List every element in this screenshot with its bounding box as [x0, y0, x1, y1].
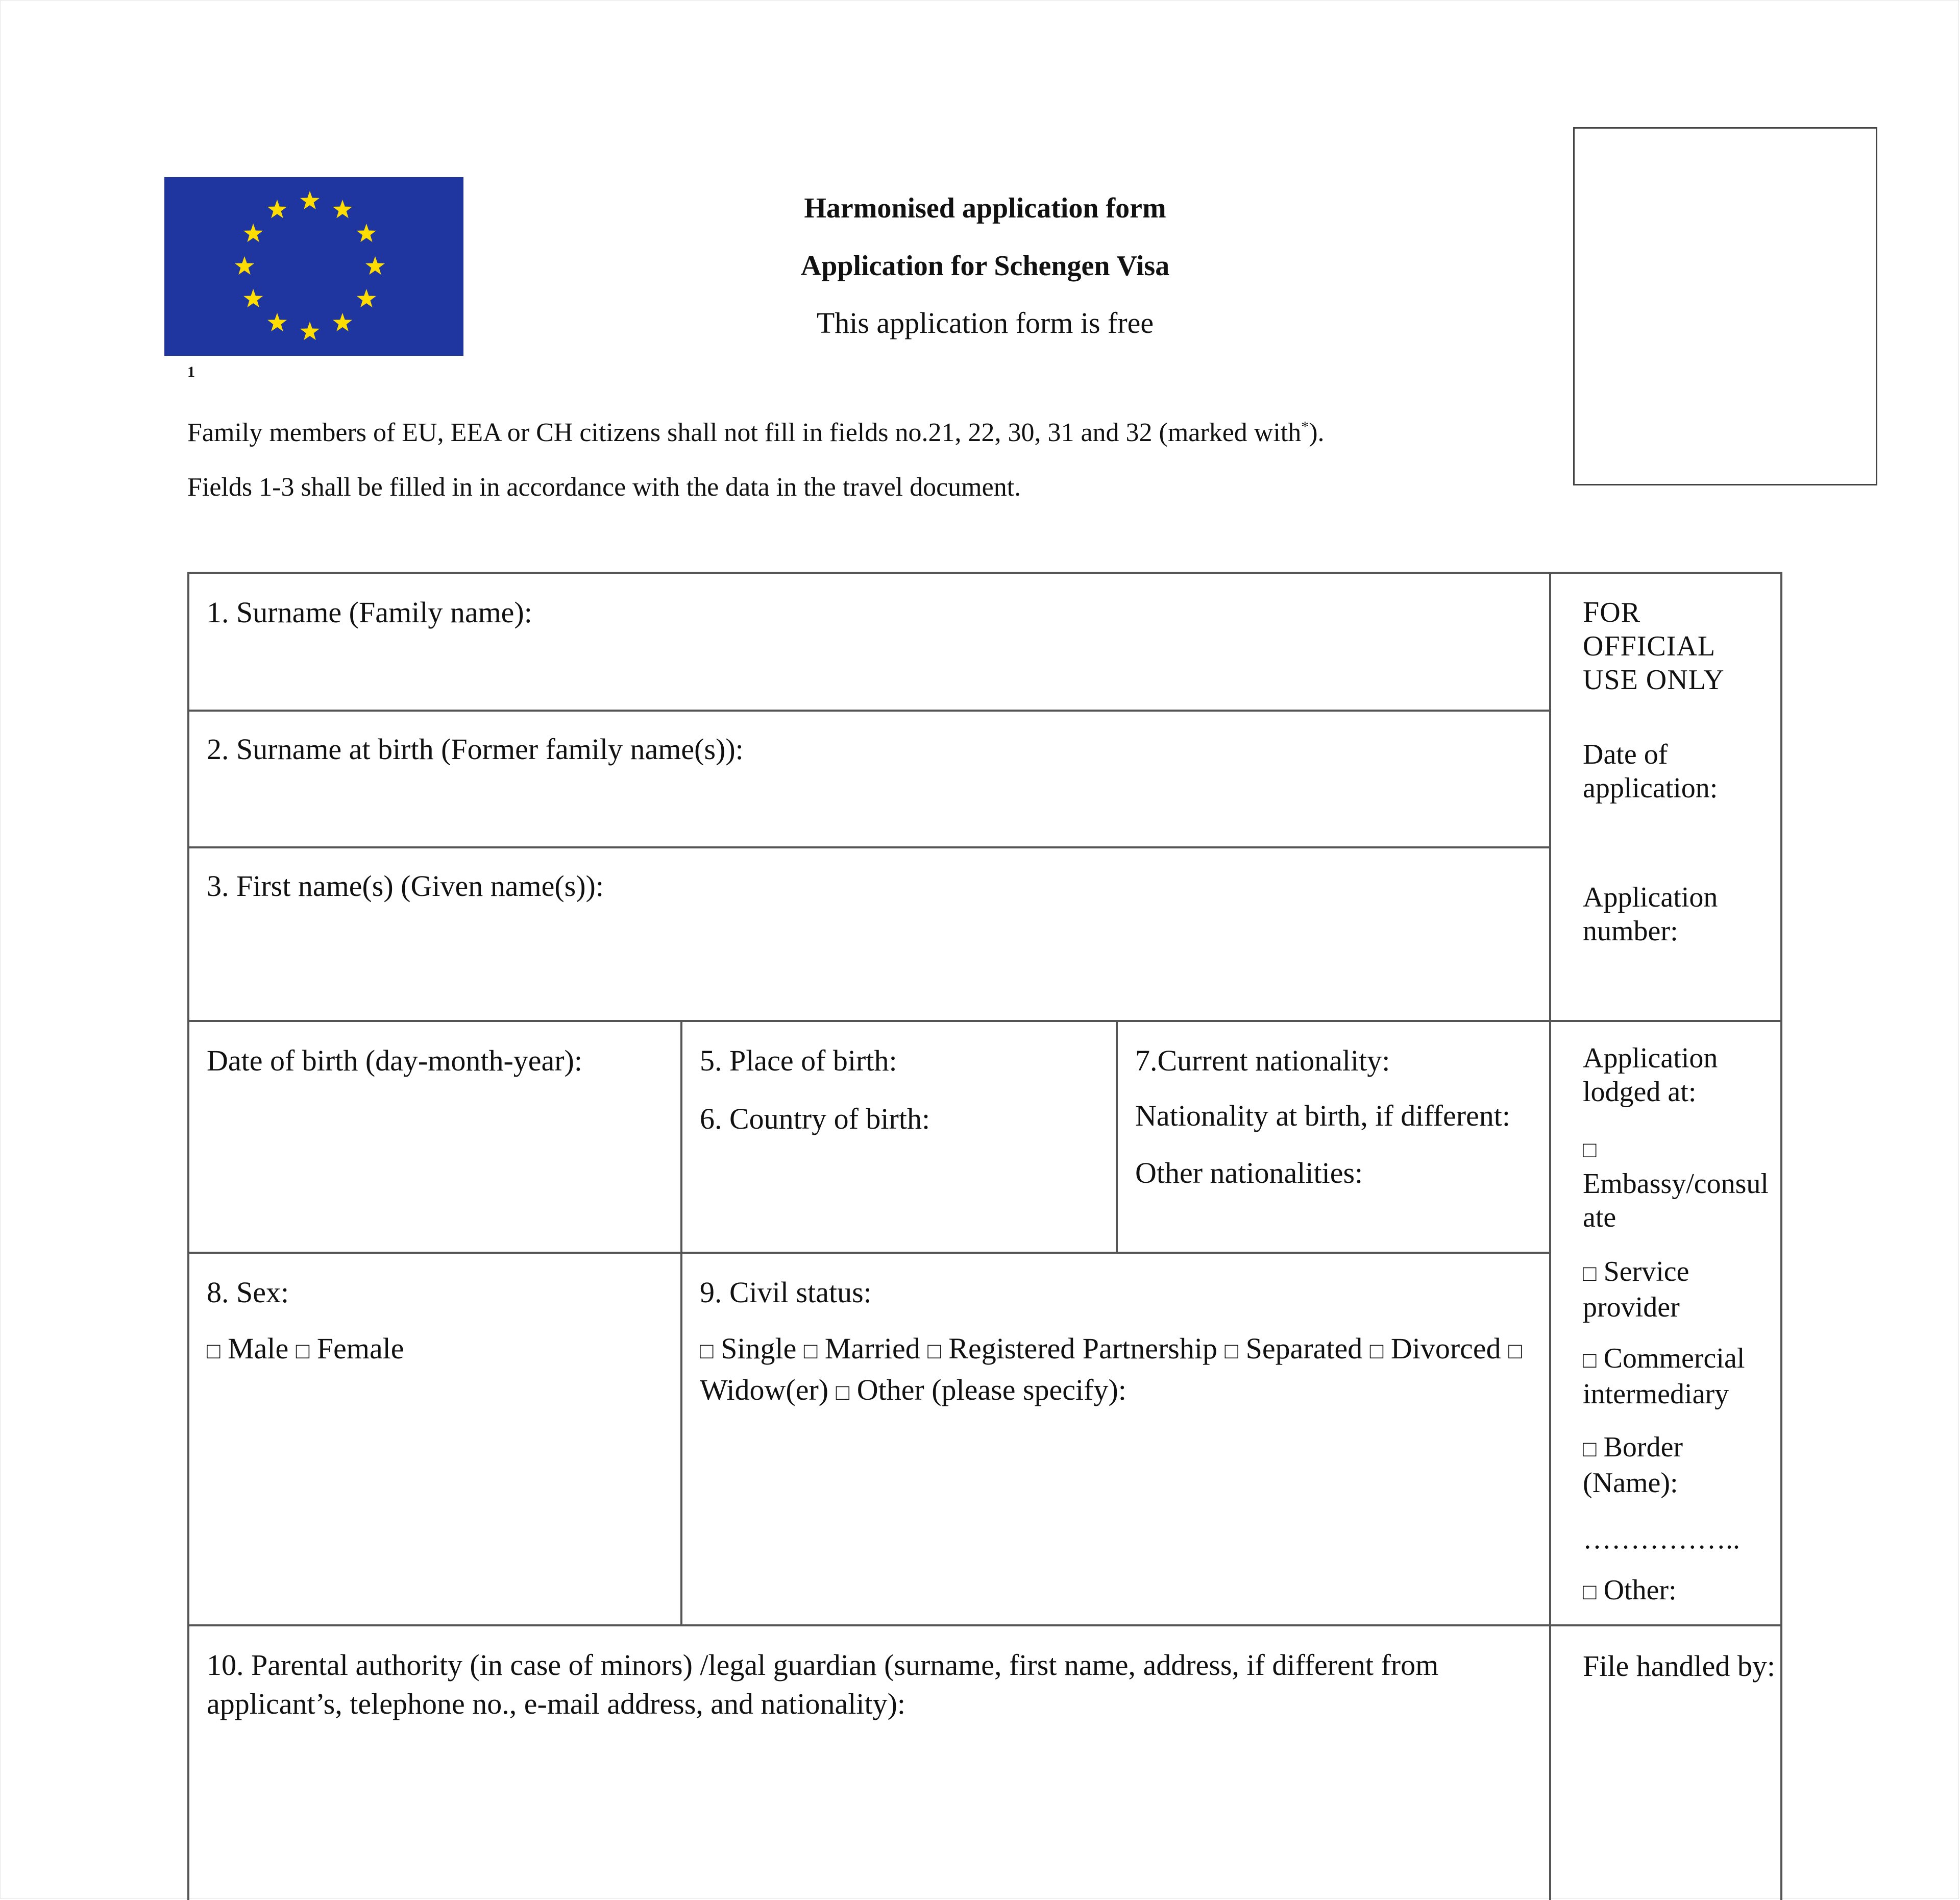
civil-status-field	[682, 1254, 1549, 1624]
option-divorced-label: Divorced	[1390, 1332, 1501, 1365]
option-female-label: Female	[316, 1332, 404, 1365]
lodged-at-label: Application lodged at:	[1583, 1042, 1718, 1108]
option-separated-label: Separated	[1245, 1332, 1363, 1365]
option-widower-label: Widow(er)	[700, 1373, 829, 1406]
date-of-birth-label: Date of birth (day-month-year):	[207, 1044, 582, 1077]
date-of-birth-field[interactable]	[189, 1022, 680, 1252]
checkbox-service-provider[interactable]: □	[1583, 1261, 1597, 1286]
photo-box[interactable]	[1573, 127, 1877, 485]
nationality-at-birth-label: Nationality at birth, if different:	[1135, 1099, 1510, 1132]
first-names-label: 3. First name(s) (Given name(s)):	[207, 869, 604, 903]
official-heading-line2: USE ONLY	[1583, 664, 1725, 696]
sex-label: 8. Sex:	[207, 1276, 289, 1309]
checkbox-female[interactable]: □	[296, 1338, 310, 1363]
footnote-marker: 1	[187, 363, 195, 380]
country-of-birth-label: 6. Country of birth:	[700, 1102, 930, 1135]
surname-at-birth-field[interactable]	[189, 711, 1549, 846]
parental-authority-field[interactable]	[189, 1626, 1549, 1900]
birth-place-field[interactable]	[682, 1022, 1116, 1252]
checkbox-separated[interactable]: □	[1224, 1338, 1239, 1363]
surname-label: 1. Surname (Family name):	[207, 596, 532, 629]
checkbox-other[interactable]: □	[836, 1380, 850, 1405]
option-married-label: Married	[824, 1332, 920, 1365]
checkbox-widower[interactable]: □	[1508, 1338, 1522, 1363]
file-handled-label: File handled by:	[1583, 1649, 1775, 1683]
sex-options	[207, 1329, 663, 1371]
option-commercial-label: Commercial intermediary	[1583, 1343, 1745, 1410]
border-name-dots: ……………..	[1583, 1523, 1740, 1555]
option-service-provider-label: Service provider	[1583, 1256, 1689, 1323]
application-form-table	[187, 572, 1782, 1900]
option-service-provider	[1565, 1255, 1780, 1324]
other-nationalities-label: Other nationalities:	[1135, 1156, 1363, 1189]
checkbox-married[interactable]: □	[803, 1338, 818, 1363]
first-names-field[interactable]	[189, 847, 1549, 1020]
option-commercial	[1565, 1342, 1780, 1411]
option-single-label: Single	[721, 1332, 797, 1365]
checkbox-registered-partnership[interactable]: □	[927, 1338, 941, 1363]
option-border-label: Border (Name):	[1583, 1431, 1683, 1499]
asterisk-mark: *	[1301, 418, 1309, 435]
checkbox-border[interactable]: □	[1583, 1436, 1597, 1461]
date-of-application-label: Date of application:	[1583, 739, 1718, 804]
form-title: Harmonised application form	[804, 192, 1166, 224]
place-of-birth-label: 5. Place of birth:	[700, 1044, 897, 1077]
official-heading-initial: F	[1583, 595, 1600, 628]
surname-field[interactable]	[189, 574, 1549, 710]
checkbox-other-official[interactable]: □	[1583, 1579, 1597, 1604]
checkbox-male[interactable]: □	[207, 1338, 220, 1363]
current-nationality-label: 7.Current nationality:	[1135, 1044, 1390, 1077]
option-embassy	[1565, 1133, 1770, 1234]
official-column-divider	[1549, 574, 1551, 1900]
nationality-field[interactable]	[1118, 1022, 1549, 1252]
option-registered-partnership-label: Registered Partnership	[948, 1332, 1217, 1365]
surname-at-birth-label: 2. Surname at birth (Former family name(s)):	[207, 733, 744, 766]
checkbox-embassy[interactable]: □	[1583, 1137, 1597, 1162]
eu-flag-icon	[164, 177, 463, 356]
civil-status-label: 9. Civil status:	[700, 1276, 872, 1309]
checkbox-commercial[interactable]: □	[1583, 1348, 1597, 1373]
parental-authority-label: 10. Parental authority (in case of minors) /legal guardian (surname, first name, address, if different from applicant’s, telephone no., e-mail address, and nationality):	[207, 1648, 1439, 1720]
intro-line-1-end: ).	[1309, 418, 1325, 447]
intro-line-1	[187, 418, 1325, 448]
option-other-official-label: Other:	[1603, 1574, 1677, 1606]
intro-line-1-text: Family members of EU, EEA or CH citizens shall not fill in fields no.21, 22, 30, 31 and 32 (marked with	[187, 418, 1302, 447]
official-use-heading	[1565, 595, 1780, 697]
form-subtitle: Application for Schengen Visa	[800, 250, 1170, 282]
form-header	[664, 184, 1307, 338]
civil-status-options	[700, 1329, 1532, 1412]
option-other-label: Other (please specify):	[856, 1373, 1126, 1406]
checkbox-single[interactable]: □	[700, 1338, 714, 1363]
sex-field	[189, 1254, 680, 1624]
option-other-official	[1565, 1573, 1780, 1609]
option-embassy-label: Embassy/consulate	[1583, 1168, 1769, 1233]
intro-line-2: Fields 1-3 shall be filled in in accordance with the data in the travel document.	[187, 473, 1021, 502]
official-heading-rest: OR OFFICIAL	[1583, 597, 1716, 662]
free-notice: This application form is free	[816, 306, 1154, 339]
application-number-label: Application number:	[1583, 882, 1718, 947]
option-male-label: Male	[228, 1332, 289, 1365]
checkbox-divorced[interactable]: □	[1369, 1338, 1384, 1363]
option-border	[1565, 1430, 1780, 1500]
